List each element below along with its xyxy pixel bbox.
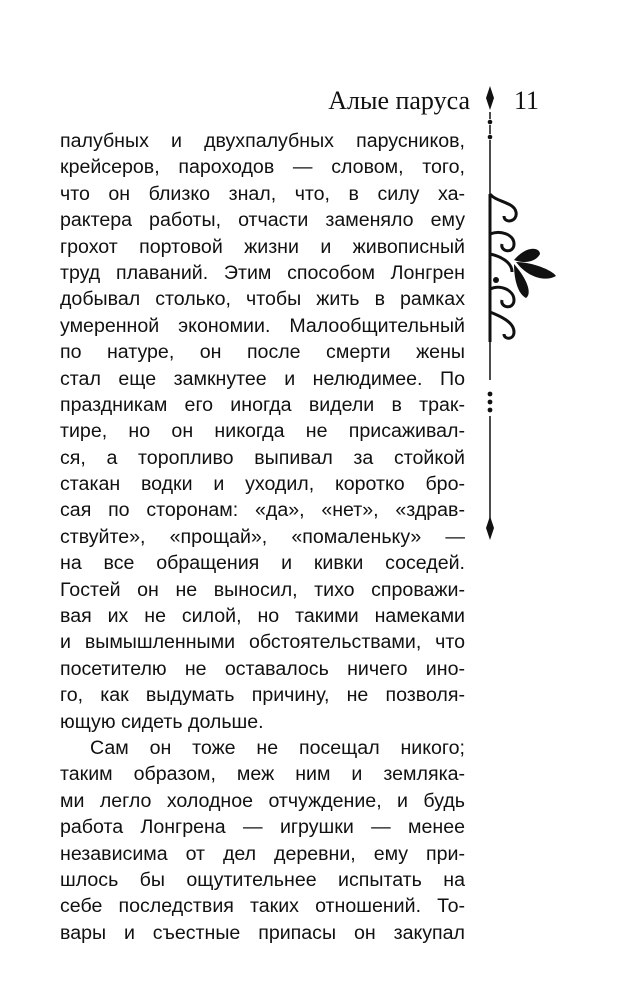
text-line: ствуйте», «прощай», «помаленьку» — — [60, 525, 465, 548]
text-line: работа Лонгрена — игрушки — менее — [60, 816, 465, 839]
text-line: умеренной экономии. Малообщительный — [60, 314, 465, 337]
text-line: ми легло холодное отчуждение, и будь — [60, 789, 465, 812]
text-line: крейсеров, пароходов — словом, того, — [60, 156, 465, 179]
text-line: праздникам его иногда видели в трак- — [60, 393, 465, 416]
text-line: стал еще замкнутее и нелюдимее. По — [60, 367, 465, 390]
text-line: ся, а торопливо выпивал за стойкой — [60, 446, 465, 469]
text-line: таким образом, меж ним и земляка- — [60, 763, 465, 786]
paragraph-2 — [60, 735, 465, 946]
text-line: ющую сидеть дольше. — [60, 710, 264, 733]
text-line: вая их не силой, но такими намеками — [60, 605, 465, 628]
paragraph-1 — [60, 128, 465, 735]
body-text — [60, 128, 465, 946]
text-line: добывал столько, чтобы жить в рамках — [60, 288, 465, 311]
decorative-vine-ornament-icon — [466, 84, 562, 544]
text-line: независима от дел деревни, ему при- — [60, 842, 465, 865]
text-line: Гостей он не выносил, тихо спроважи- — [60, 578, 465, 601]
text-line: себе последствия таких отношений. То- — [60, 895, 465, 918]
running-header-title: Алые паруса — [328, 86, 470, 115]
text-line: палубных и двухпалубных парусников, — [60, 130, 465, 152]
text-line: и вымышленными обстоятельствами, что — [60, 631, 465, 654]
text-line: на все обращения и кивки соседей. — [60, 552, 465, 575]
text-line: сая по сторонам: «да», «нет», «здрав- — [60, 499, 465, 522]
text-line: труд плаваний. Этим способом Лонгрен — [60, 261, 465, 284]
text-line: что он близко знал, что, в силу ха- — [60, 182, 465, 205]
text-line: тире, но он никогда не присаживал- — [60, 420, 465, 443]
text-line: рактера работы, отчасти заменяло ему — [60, 209, 465, 232]
text-line: стакан водки и уходил, коротко бро- — [60, 473, 465, 496]
text-line: грохот портовой жизни и живописный — [60, 235, 465, 258]
text-line: го, как выдумать причину, не позволя- — [60, 684, 465, 707]
text-line: посетителю не оставалось ничего ино- — [60, 657, 465, 680]
page-number: 11 — [514, 86, 540, 115]
text-line: шлось бы ощутительнее испытать на — [60, 868, 465, 891]
text-line: вары и съестные припасы он закупал — [60, 921, 465, 944]
text-line: по натуре, он после смерти жены — [60, 341, 465, 364]
text-line: Сам он тоже не посещал никого; — [90, 736, 465, 759]
